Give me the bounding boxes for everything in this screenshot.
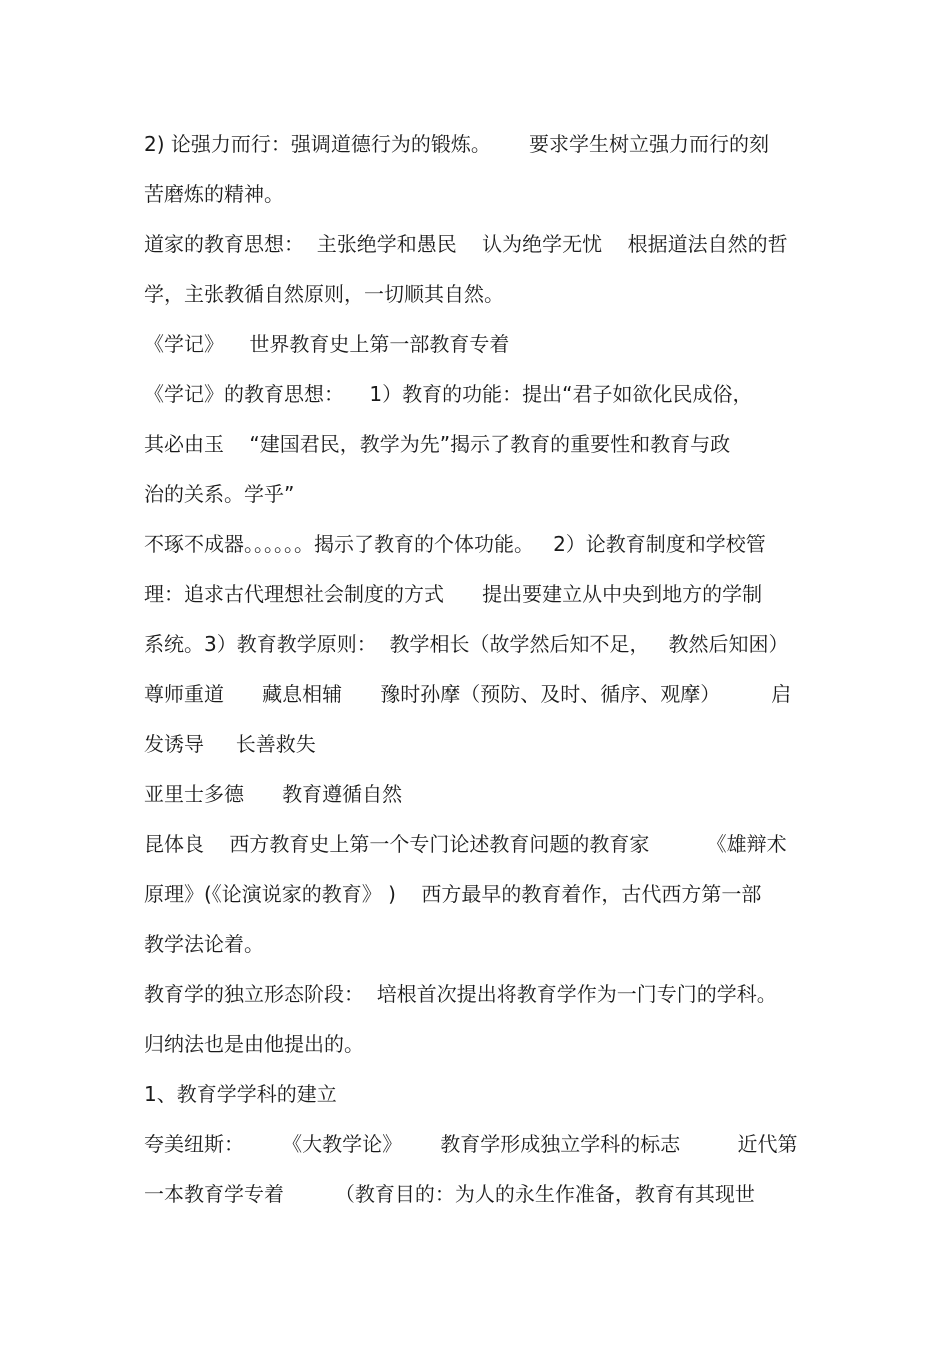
text-line-10: 理：追求古代理想社会制度的方式 提出要建立从中央到地方的学制 — [144, 582, 763, 606]
text-line-11: 系统。3）教育教学原则： 教学相长（故学然后知不足， 教然后知困） — [144, 632, 789, 656]
text-line-2: 苦磨炼的精神。 — [144, 182, 284, 206]
text-line-21: 夸美纽斯： 《大教学论》 教育学形成独立学科的标志 近代第 — [144, 1132, 798, 1156]
text-line-12: 尊师重道 藏息相辅 豫时孙摩（预防、及时、循序、观摩） 启 — [144, 682, 792, 706]
text-line-13: 发诱导 长善救失 — [144, 732, 316, 756]
text-line-1: 2) 论强力而行：强调道德行为的锻炼。 要求学生树立强力而行的刻 — [144, 132, 770, 156]
text-line-14: 亚里士多德 教育遵循自然 — [144, 782, 403, 806]
text-line-19: 归纳法也是由他提出的。 — [144, 1032, 364, 1056]
text-line-18: 教育学的独立形态阶段： 培根首次提出将教育学作为一门专门的学科。 — [144, 982, 777, 1006]
text-line-8: 治的关系。学乎” — [144, 482, 295, 506]
text-line-16: 原理》(《论演说家的教育》 ) 西方最早的教育着作，古代西方第一部 — [144, 882, 762, 906]
text-line-9: 不琢不成器。。。。。。揭示了教育的个体功能。 2）论教育制度和学校管 — [144, 532, 766, 556]
text-line-4: 学，主张教循自然原则，一切顺其自然。 — [144, 282, 504, 306]
text-line-7: 其必由玉 “建国君民，教学为先”揭示了教育的重要性和教育与政 — [144, 432, 731, 456]
text-line-5: 《学记》 世界教育史上第一部教育专着 — [144, 332, 510, 356]
text-line-20: 1、教育学学科的建立 — [144, 1082, 337, 1106]
text-line-22: 一本教育学专着 （教育目的：为人的永生作准备，教育有其现世 — [144, 1182, 755, 1206]
text-line-6: 《学记》的教育思想： 1）教育的功能：提出“君子如欲化民成俗， — [144, 382, 753, 406]
text-line-3: 道家的教育思想： 主张绝学和愚民 认为绝学无忧 根据道法自然的哲 — [144, 232, 788, 256]
text-line-15: 昆体良 西方教育史上第一个专门论述教育问题的教育家 《雄辩术 — [144, 832, 787, 856]
text-line-17: 教学法论着。 — [144, 932, 264, 956]
